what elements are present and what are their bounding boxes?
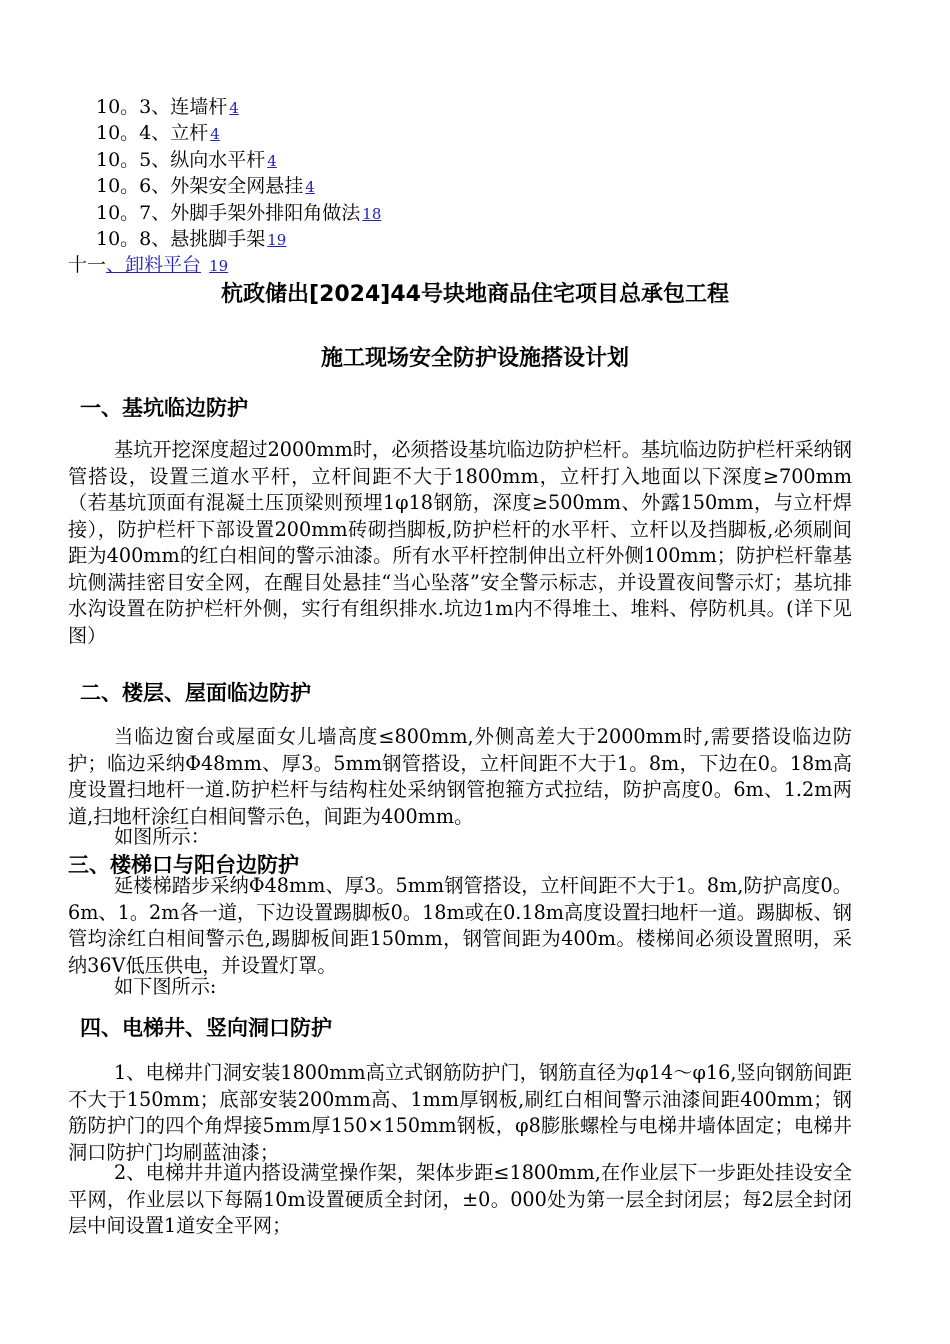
toc-page-link[interactable]: 4: [305, 178, 315, 197]
toc-page-link[interactable]: 18: [362, 204, 382, 223]
toc-item: [68, 147, 888, 173]
project-title: 杭政储出[2024]44号块地商品住宅项目总承包工程: [221, 282, 729, 307]
toc-section-link[interactable]: 、卸料平台: [106, 254, 202, 277]
toc-item-label: 10。7、外脚手架外排阳角做法: [96, 201, 361, 224]
toc-item-label: 10。4、立杆: [96, 122, 209, 145]
section-body: 基坑开挖深度超过2000mm时，必须搭设基坑临边防护栏杆。基坑临边防护栏杆采纳钢管搭设，设置三道水平杆，立杆间距不大于1800mm，立杆打入地面以下深度≥700mm（若基坑顶面有混凝土压顶梁则预埋1φ18钢筋，深度≥500mm、外露150mm，与立杆焊接），防护栏杆下部设置200mm砖砌挡脚板,防护栏杆的水平杆、立杆以及挡脚板,必须刷间距为400mm的红白相间的警示油漆。所有水平杆控制伸出立杆外侧100mm；防护栏杆靠基坑侧满挂密目安全网，在醒目处悬挂“当心坠落”安全警示标志，并设置夜间警示灯；基坑排水沟设置在防护栏杆外侧，实行有组织排水.坑边1m内不得堆土、堆料、停防机具。(详下见图）: [68, 438, 852, 647]
toc-item-label: 10。3、连墙杆: [96, 96, 228, 118]
toc-page-link[interactable]: 19: [209, 257, 229, 276]
toc-item-top-level: [68, 252, 888, 278]
toc-item-label: 10。8、悬挑脚手架: [96, 227, 266, 250]
toc-page-link[interactable]: 4: [267, 151, 277, 170]
toc-page-link[interactable]: 4: [229, 99, 239, 117]
toc-item: [68, 200, 888, 226]
toc-item-label: 10。6、外架安全网悬挂: [96, 175, 304, 198]
toc-item: [68, 120, 888, 146]
section-heading: 一、基坑临边防护: [80, 396, 248, 420]
plan-title: 施工现场安全防护设施搭设计划: [320, 346, 629, 371]
toc-item: [68, 226, 888, 252]
section-body: 2、电梯井井道内搭设满堂操作架，架体步距≤1800mm,在作业层下一步距处挂设安全平网，作业层以下每隔10m设置硬质全封闭，±0。000处为第一层全封闭层；每2层全封闭层中间设置1道安全平网；: [68, 1161, 852, 1237]
toc-item-prefix: 十一: [68, 254, 107, 277]
section-heading: 二、楼层、屋面临边防护: [80, 681, 311, 705]
table-of-contents: [68, 94, 888, 279]
toc-item: [68, 94, 888, 120]
figure-note: 如图所示：: [114, 825, 210, 848]
toc-page-link[interactable]: 4: [210, 125, 220, 144]
section-body: 延楼梯踏步采纳Φ48mm、厚3。5mm钢管搭设，立杆间距不大于1。8m,防护高度0。6m、1。2m各一道，下边设置踢脚板0。18m或在0.18m高度设置扫地杆一道。踢脚板、钢管均涂红白相间警示色,踢脚板间距150mm，钢管间距为400m。楼梯间必须设置照明，采纳36V低压供电，并设置灯罩。: [68, 874, 852, 977]
section-body: 当临边窗台或屋面女儿墙高度≤800mm,外侧高差大于2000mm时,需要搭设临边防护；临边采纳Φ48mm、厚3。5mm钢管搭设，立杆间距不大于1。8m，下边在0。18m高度设置扫地杆一道.防护栏杆与结构柱处采纳钢管抱箍方式拉结，防护高度0。6m、1.2m两道,扫地杆涂红白相间警示色，间距为400mm。: [68, 725, 852, 828]
toc-page-link[interactable]: 19: [267, 230, 287, 249]
figure-note: 如下图所示:: [114, 975, 217, 998]
toc-item: [68, 173, 888, 199]
section-body: 1、电梯井门洞安装1800mm高立式钢筋防护门，钢筋直径为φ14～φ16,竖向钢筋间距不大于150mm；底部安装200mm高、1mm厚钢板,刷红白相间警示油漆间距400mm；钢筋防护门的四个角焊接5mm厚150×150mm钢板，φ8膨胀螺栓与电梯井墙体固定；电梯井洞口防护门均刷蓝油漆；: [68, 1061, 852, 1164]
toc-item-label: 10。5、纵向水平杆: [96, 148, 266, 171]
section-heading: 四、电梯井、竖向洞口防护: [80, 1016, 332, 1040]
section-heading: 三、楼梯口与阳台边防护: [68, 853, 299, 877]
